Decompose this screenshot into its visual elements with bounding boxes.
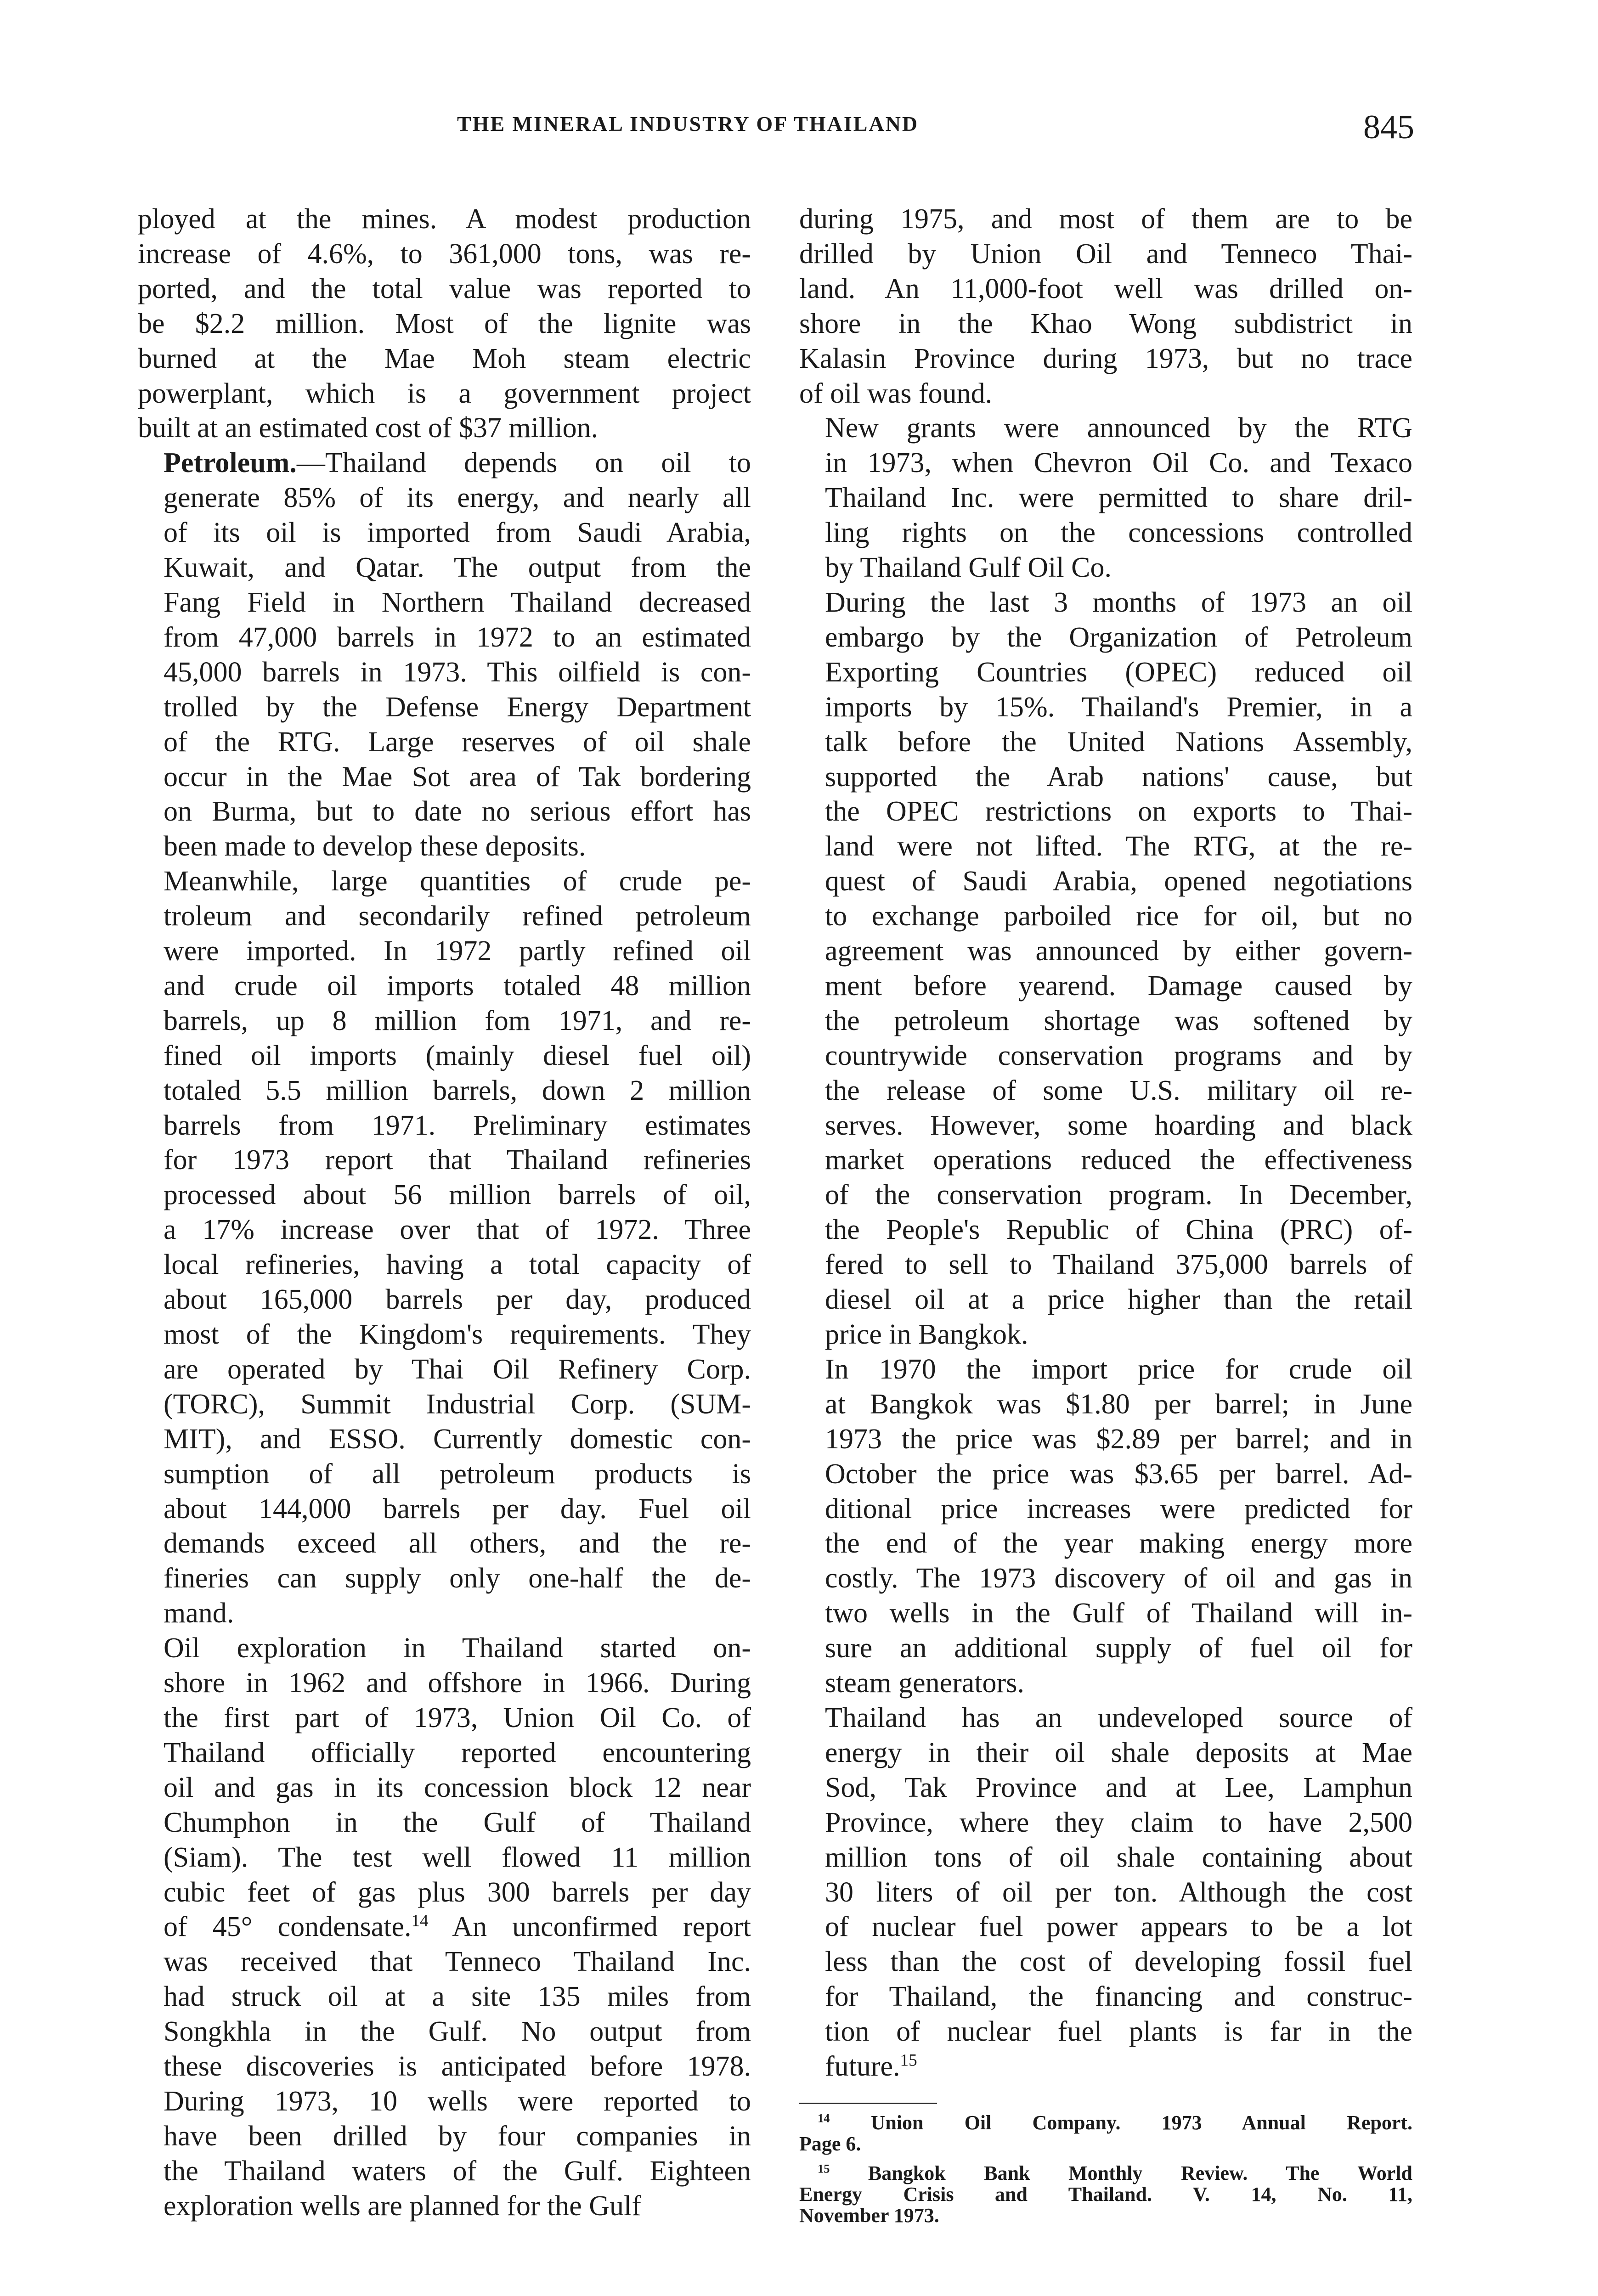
text-line: the OPEC restrictions on exports to Thai- — [825, 796, 1412, 827]
text-line: local refineries, having a total capacity of — [164, 1249, 751, 1281]
text-line — [799, 1875, 1412, 1910]
text-line: increase of 4.6%, to 361,000 tons, was re- — [138, 238, 751, 270]
text-line: built at an estimated cost of $37 million. — [138, 412, 599, 444]
page-number: 845 — [1363, 108, 1414, 146]
left-column — [138, 202, 751, 2224]
footnote-14 — [799, 2112, 1412, 2155]
text-line: of oil was found. — [799, 377, 993, 409]
text-line: ling rights on the concessions controlled — [825, 517, 1412, 549]
running-title: THE MINERAL INDUSTRY OF THAILAND — [457, 112, 919, 135]
footnote-15 — [799, 2163, 1412, 2226]
text-line: processed about 56 million barrels of oil, — [164, 1179, 751, 1211]
footnote-line — [799, 2112, 1412, 2133]
text-line — [138, 1910, 751, 1945]
text-line: ployed at the mines. A modest production — [138, 203, 751, 235]
text-line: the first part of 1973, Union Oil Co. of — [164, 1702, 751, 1733]
text-line — [799, 1736, 1412, 1771]
text-fragment: million tons of oil shale containing about — [825, 1841, 1412, 1873]
text-fragment: tion of nuclear fuel plants is far in the — [825, 2016, 1412, 2048]
text-line: from 47,000 barrels in 1972 to an estimated — [164, 621, 751, 653]
text-line — [799, 1771, 1412, 1806]
footnote-rule — [799, 2103, 937, 2104]
text-line: supported the Arab nations' cause, but — [825, 761, 1412, 793]
section-heading-petroleum: Petroleum. — [164, 447, 297, 479]
text-line — [799, 1945, 1412, 1980]
text-line: New grants were announced by the RTG — [825, 412, 1412, 444]
text-line: sumption of all petroleum products is — [164, 1458, 751, 1490]
text-line — [799, 2015, 1412, 2049]
text-line: During 1973, 10 wells were reported to — [164, 2085, 751, 2117]
text-fragment: for Thailand, the financing and construc- — [825, 1981, 1412, 2013]
text-fragment: of nuclear fuel power appears to be a lot — [825, 1911, 1412, 1943]
text-line: barrels, up 8 million fom 1971, and re- — [164, 1005, 751, 1036]
text-line: of the RTG. Large reserves of oil shale — [164, 726, 751, 758]
text-line: demands exceed all others, and the re- — [164, 1528, 751, 1559]
text-line: In 1970 the import price for crude oil — [825, 1353, 1412, 1385]
text-line: are operated by Thai Oil Refinery Corp. — [164, 1353, 751, 1385]
text-line: serves. However, some hoarding and black — [825, 1109, 1412, 1141]
text-line: Kuwait, and Qatar. The output from the — [164, 552, 751, 584]
text-fragment: 30 liters of oil per ton. Although the cost — [825, 1876, 1412, 1908]
text-fragment: Sod, Tak Province and at Lee, Lamphun — [825, 1772, 1412, 1803]
text-line: mand. — [164, 1598, 234, 1629]
text-line: by Thailand Gulf Oil Co. — [825, 552, 1112, 584]
text-line: exploration wells are planned for the Gulf — [164, 2190, 641, 2222]
text-line: (TORC), Summit Industrial Corp. (SUM- — [164, 1388, 751, 1420]
text-line: the petroleum shortage was softened by — [825, 1005, 1412, 1036]
text-fragment: Thailand has an undeveloped source of — [825, 1702, 1412, 1733]
footnote-text: November 1973. — [799, 2204, 939, 2227]
text-line: 1973 the price was $2.89 per barrel; and in — [825, 1423, 1412, 1455]
text-line: 45,000 barrels in 1973. This oilfield is con- — [164, 656, 751, 688]
text-fragment: —Thailand depends on oil to — [296, 447, 751, 479]
text-line: the end of the year making energy more — [825, 1528, 1412, 1559]
text-line: steam generators. — [825, 1667, 1024, 1699]
text-line: about 165,000 barrels per day, produced — [164, 1284, 751, 1316]
text-line: cubic feet of gas plus 300 barrels per day — [164, 1876, 751, 1908]
text-line: During the last 3 months of 1973 an oil — [825, 586, 1412, 618]
text-line: land were not lifted. The RTG, at the re- — [825, 831, 1412, 862]
text-line: totaled 5.5 million barrels, down 2 million — [164, 1075, 751, 1106]
text-line: troleum and secondarily refined petroleum — [164, 900, 751, 932]
footnote-ref-14: 14 — [411, 1911, 429, 1930]
text-line: Meanwhile, large quantities of crude pe- — [164, 866, 751, 897]
text-line: ditional price increases were predicted for — [825, 1493, 1412, 1525]
text-line: quest of Saudi Arabia, opened negotiations — [825, 866, 1412, 897]
text-line: the release of some U.S. military oil re- — [825, 1075, 1412, 1106]
text-line: Songkhla in the Gulf. No output from — [164, 2016, 751, 2048]
footnote-line — [799, 2163, 1412, 2184]
paragraph-oil-shale — [799, 1701, 1412, 2084]
right-column — [799, 202, 1412, 2226]
text-line: most of the Kingdom's requirements. They — [164, 1319, 751, 1350]
text-line: MIT), and ESSO. Currently domestic con- — [164, 1423, 751, 1455]
footnote-text: Union Oil Company. 1973 Annual Report. — [830, 2111, 1412, 2134]
text-line: drilled by Union Oil and Tenneco Thai- — [799, 238, 1412, 270]
text-fragment: of 45° condensate. — [164, 1911, 412, 1943]
text-line: land. An 11,000-foot well was drilled on- — [799, 273, 1412, 304]
text-line: was received that Tenneco Thailand Inc. — [164, 1946, 751, 1978]
text-line: Fang Field in Northern Thailand decreased — [164, 586, 751, 618]
text-fragment: less than the cost of developing fossil fuel — [825, 1946, 1412, 1978]
footnote-ref-15: 15 — [900, 2051, 917, 2070]
footnote-line — [799, 2184, 1412, 2205]
paragraph-embargo — [799, 585, 1412, 1352]
text-line: at Bangkok was $1.80 per barrel; in June — [825, 1388, 1412, 1420]
paragraph-import-price — [799, 1352, 1412, 1701]
text-line: ment before yearend. Damage caused by — [825, 970, 1412, 1002]
text-line: (Siam). The test well flowed 11 million — [164, 1841, 751, 1873]
footnote-line — [799, 2133, 1412, 2155]
footnote-text: Bangkok Bank Monthly Review. The World — [830, 2161, 1412, 2184]
text-fragment: energy in their oil shale deposits at Mae — [825, 1737, 1412, 1768]
text-line: Kalasin Province during 1973, but no trace — [799, 343, 1412, 374]
text-line: ported, and the total value was reported to — [138, 273, 751, 304]
text-line: were imported. In 1972 partly refined oil — [164, 935, 751, 967]
text-line: Exporting Countries (OPEC) reduced oil — [825, 656, 1412, 688]
text-line: to exchange parboiled rice for oil, but no — [825, 900, 1412, 932]
text-fragment: An unconfirmed report — [428, 1911, 751, 1943]
text-line — [138, 446, 751, 481]
text-line — [799, 1840, 1412, 1875]
text-fragment: future. — [825, 2051, 900, 2082]
text-line: about 144,000 barrels per day. Fuel oil — [164, 1493, 751, 1525]
text-line: two wells in the Gulf of Thailand will in- — [825, 1598, 1412, 1629]
text-line: the People's Republic of China (PRC) of- — [825, 1214, 1412, 1246]
text-line: barrels from 1971. Preliminary estimates — [164, 1109, 751, 1141]
text-line: Oil exploration in Thailand started on- — [164, 1632, 751, 1664]
text-line: price in Bangkok. — [825, 1319, 1028, 1350]
text-line: countrywide conservation programs and by — [825, 1040, 1412, 1071]
text-line: agreement was announced by either govern- — [825, 935, 1412, 967]
text-line: burned at the Mae Moh steam electric — [138, 343, 751, 374]
text-line: diesel oil at a price higher than the retail — [825, 1284, 1412, 1316]
text-line: Thailand officially reported encountering — [164, 1737, 751, 1768]
text-line: sure an additional supply of fuel oil for — [825, 1632, 1412, 1664]
text-line: shore in the Khao Wong subdistrict in — [799, 308, 1412, 339]
text-line: on Burma, but to date no serious effort has — [164, 796, 751, 827]
text-line: be $2.2 million. Most of the lignite was — [138, 308, 751, 339]
text-line — [799, 1910, 1412, 1945]
paragraph-exploration — [138, 1631, 751, 2223]
footnote-mark: 15 — [818, 2161, 830, 2176]
footnote-text: Energy Crisis and Thailand. V. 14, No. 11, — [799, 2183, 1412, 2206]
text-line: Chumphon in the Gulf of Thailand — [164, 1806, 751, 1838]
text-line — [799, 1980, 1412, 2015]
text-line: had struck oil at a site 135 miles from — [164, 1981, 751, 2013]
text-line — [799, 2049, 1412, 2084]
text-line: fineries can supply only one-half the de- — [164, 1563, 751, 1594]
text-fragment: Province, where they claim to have 2,500 — [825, 1806, 1412, 1838]
footnote-line — [799, 2205, 1412, 2226]
text-line: of the conservation program. In December, — [825, 1179, 1412, 1211]
footnote-mark: 14 — [818, 2111, 830, 2125]
text-line: October the price was $3.65 per barrel. Ad- — [825, 1458, 1412, 1490]
paragraph-imports — [138, 864, 751, 1631]
text-line: of its oil is imported from Saudi Arabia, — [164, 517, 751, 549]
text-line: embargo by the Organization of Petroleum — [825, 621, 1412, 653]
paragraph-new-grants — [799, 411, 1412, 585]
text-line: been made to develop these deposits. — [164, 831, 586, 862]
text-line: shore in 1962 and offshore in 1966. During — [164, 1667, 751, 1699]
text-line: occur in the Mae Sot area of Tak bordering — [164, 761, 751, 793]
text-line — [799, 1806, 1412, 1840]
text-line: powerplant, which is a government project — [138, 377, 751, 409]
text-line: talk before the United Nations Assembly, — [825, 726, 1412, 758]
text-line: have been drilled by four companies in — [164, 2120, 751, 2152]
page-header — [0, 108, 1598, 145]
text-line: during 1975, and most of them are to be — [799, 203, 1412, 235]
text-line: Thailand Inc. were permitted to share dril- — [825, 482, 1412, 514]
footnote-text: Page 6. — [799, 2132, 861, 2155]
text-line: fered to sell to Thailand 375,000 barrels of — [825, 1249, 1412, 1281]
paragraph-lignite — [138, 202, 751, 446]
text-line — [799, 1701, 1412, 1736]
text-line: for 1973 report that Thailand refineries — [164, 1144, 751, 1176]
paragraph-wells — [799, 202, 1412, 411]
text-line: in 1973, when Chevron Oil Co. and Texaco — [825, 447, 1412, 479]
text-line: fined oil imports (mainly diesel fuel oil) — [164, 1040, 751, 1071]
text-line: imports by 15%. Thailand's Premier, in a — [825, 691, 1412, 723]
text-line: a 17% increase over that of 1972. Three — [164, 1214, 751, 1246]
text-line: and crude oil imports totaled 48 million — [164, 970, 751, 1002]
text-line: trolled by the Defense Energy Department — [164, 691, 751, 723]
text-line: market operations reduced the effectiveness — [825, 1144, 1412, 1176]
text-line: costly. The 1973 discovery of oil and gas in — [825, 1563, 1412, 1594]
text-line: these discoveries is anticipated before 1978. — [164, 2051, 751, 2082]
text-line: oil and gas in its concession block 12 near — [164, 1772, 751, 1803]
paragraph-petroleum — [138, 446, 751, 864]
text-line: generate 85% of its energy, and nearly all — [164, 482, 751, 514]
text-line: the Thailand waters of the Gulf. Eighteen — [164, 2155, 751, 2187]
